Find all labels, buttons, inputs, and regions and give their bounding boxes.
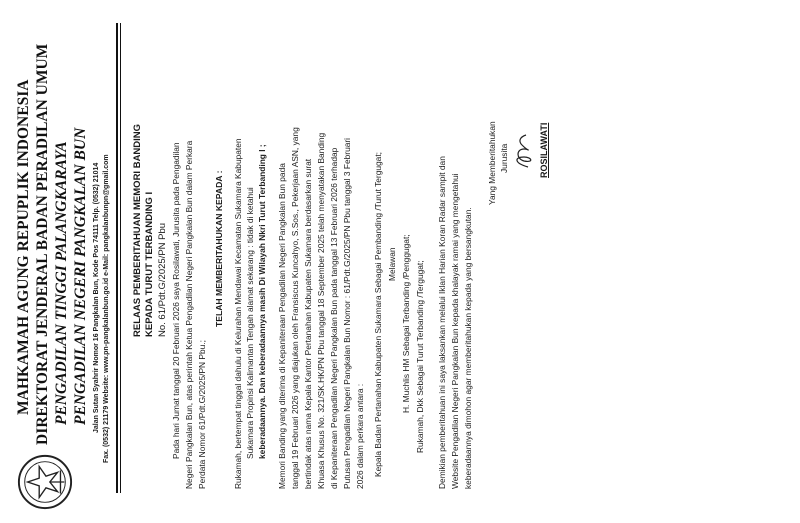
section-heading: TELAH MEMBERITAHUKAN KEPADA : (214, 170, 224, 327)
closing-line: keberadaannya dimohon agar memberitahukan kepada yang bersangkutan. (463, 207, 473, 489)
memo-line: di Kepaniteraan Pengadilan Negeri Pangkalan Bun pada tanggal 13 Februari 2026 terhadap (329, 147, 339, 489)
header-rule-thick (116, 23, 118, 493)
header-contact: Fax. (0532) 21179 Website: www.pn-pangkalanbun.go.id e-Mail: pangkalanbunpn@gmail.com (103, 154, 110, 463)
header-line-1: MAHKAMAH AGUNG REPUPLIK INDONESIA (15, 79, 32, 415)
intro-line: Pada hari Jumat tanggal 20 Februari 2026 saya Rosilawati, Jurusita pada Pengadilan (171, 142, 181, 459)
party-co-appellee: Rukamah, Dkk Sebagai Turut Terbanding /Tergugat; (415, 260, 425, 453)
party-appellee: H. Muchlis HM Sebagai Terbanding /Penggugat; (401, 234, 411, 413)
closing-line: Website Pengadilan Negeri Pangkalan Bun kepada khalayak ramai yang mengetahui (450, 173, 460, 489)
signature-name: ROSILAWATI (539, 122, 549, 178)
addressee-line: Sukamara Propinsi Kalimantan Tengah alamat sekarang : tidak di ketahui (245, 187, 255, 459)
signature-role: Jurusita (499, 143, 509, 173)
header-line-2: DIREKTORAT JENDERAL BADAN PERADILAN UMUM (34, 43, 51, 445)
addressee-line: Rukamah, bertempat tinggal dahulu di Kelurahan Mendawai Kecamatan Sukamara Kabupaten (233, 138, 243, 489)
case-number: No. 61/Pdt.G/2025/PN Pbu (157, 222, 168, 337)
document-subtitle: KEPADA TURUT TERBANDING I (144, 191, 155, 337)
court-emblem-icon (16, 453, 74, 511)
header-line-4: PENGADILAN NEGERI PANGKALAN BUN (72, 127, 89, 425)
addressee-line: keberadaannya. Dan keberadaannya masih Di Wilayah Nkri Turut Terbanding I ; (257, 144, 267, 459)
memo-line: tanggal 19 Februari 2026 yang diajukan oleh Fransiscus Kuncahyo, S.Sos., Pekerjaan ASN, yang (290, 127, 300, 489)
header-line-3: PENGADILAN TINGGI PALANGKARAYA (53, 141, 70, 425)
intro-line: Perdata Nomor 61/Pdt.G/2025/PN Pbu.; (197, 340, 207, 489)
memo-line: 2026 dalam perkara antara : (355, 383, 365, 489)
handwritten-signature (508, 131, 538, 171)
memo-line: Khuasa Khusus No. 321/SK.HK/PN Pbu tanggal 18 September 2025 telah menyatakan Banding (316, 132, 326, 489)
memo-line: Memori Banding yang diterima di Kepaniteraan Pengadilan Negeri Pangkalan Bun pada (277, 163, 287, 489)
document-title: RELAAS PEMBERITAHUAN MEMORI BANDING (132, 123, 143, 337)
memo-line: Putusan Pengadilan Negeri Pangkalan Bun Nomor : 61/Pdt.G/2025/PN Pbu tanggal 3 Februari (342, 137, 352, 489)
memo-line: bertindak atas nama Kepala Kantor Pertanahan Kabupaten Sukamara berdasarkan surat (303, 158, 313, 489)
signature-label: Yang Memberitahukan (487, 121, 497, 205)
versus-label: Melawan (387, 247, 397, 281)
closing-line: Demikian pemberitahuan ini saya laksankan melalui Iklan Harian Koran Radar sampit dan (437, 156, 447, 489)
header-address: Jalan Sutan Syahrir Nomor 16 Pangkalan Bun, Kode Pos 74111 Telp. (0532) 21014 (93, 162, 100, 433)
party-appellant: Kepala Badan Pertanahan Kabupaten Sukamara Sebagai Pembanding /Turut Tergugat; (373, 152, 383, 477)
intro-line: Negeri Pangkalan Bun, atas perintah Ketua Pengadilan Negeri Pangkalan Bun dalam Perkara (184, 140, 194, 489)
header-rule-thin (120, 23, 121, 493)
